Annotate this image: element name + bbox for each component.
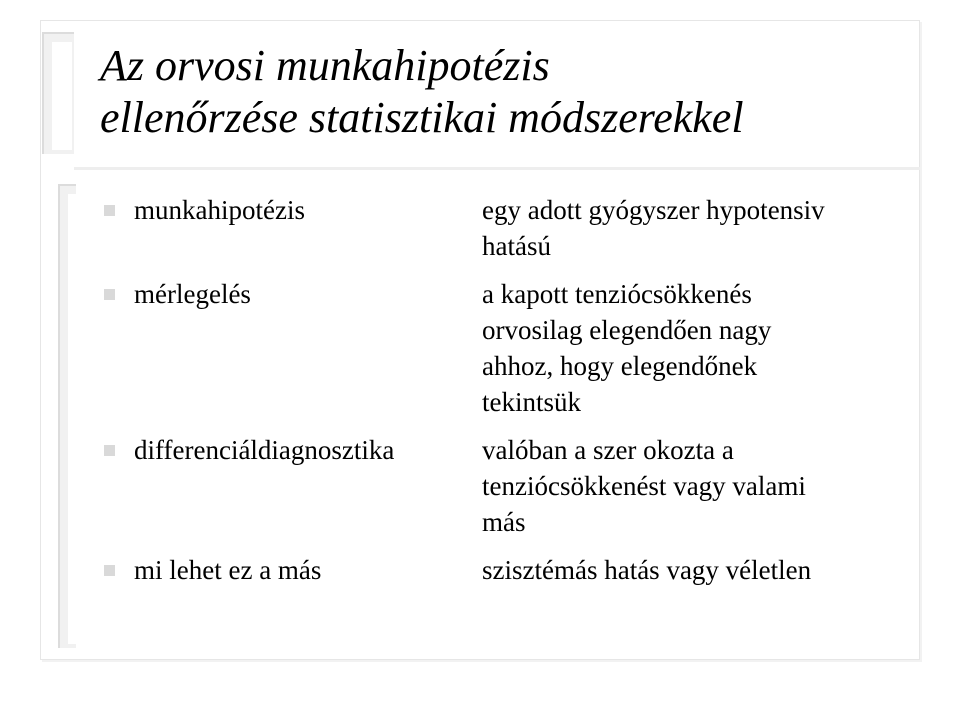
description-line: egy adott gyógyszer hypotensiv: [482, 195, 825, 225]
description-line: orvosilag elegendően nagy: [482, 315, 772, 345]
definition-row: [104, 192, 904, 264]
row-term: munkahipotézis: [134, 195, 305, 225]
definition-list: [104, 192, 904, 600]
description-line: tekintsük: [482, 387, 581, 417]
slide-title-line-1: Az orvosi munkahipotézis: [100, 41, 550, 90]
square-bullet-icon: [104, 445, 115, 456]
definition-row: [104, 276, 904, 420]
slide-title-line-2: ellenőrzése statisztikai módszerekkel: [100, 93, 744, 142]
row-term: mérlegelés: [134, 279, 251, 309]
description-line: szisztémás hatás vagy véletlen: [482, 555, 812, 585]
square-bullet-icon: [104, 289, 115, 300]
description-line: a kapott tenziócsökkenés: [482, 279, 752, 309]
row-description: [482, 432, 902, 540]
title-divider: [74, 167, 920, 170]
description-line: más: [482, 507, 526, 537]
square-bullet-icon: [104, 565, 115, 576]
row-description: [482, 276, 902, 420]
definition-row: [104, 432, 904, 540]
title-decoration-bar: [42, 32, 74, 154]
description-line: ahhoz, hogy elegendőnek: [482, 351, 758, 381]
description-line: hatású: [482, 231, 551, 261]
description-line: tenziócsökkenést vagy valami: [482, 471, 806, 501]
square-bullet-icon: [104, 205, 115, 216]
row-term: mi lehet ez a más: [134, 555, 322, 585]
row-description: [482, 192, 902, 264]
row-description: [482, 552, 902, 588]
definition-row: [104, 552, 904, 588]
body-decoration-bar: [58, 184, 76, 648]
row-term: differenciáldiagnosztika: [134, 435, 395, 465]
description-line: valóban a szer okozta a: [482, 435, 734, 465]
slide-title: [100, 40, 900, 144]
